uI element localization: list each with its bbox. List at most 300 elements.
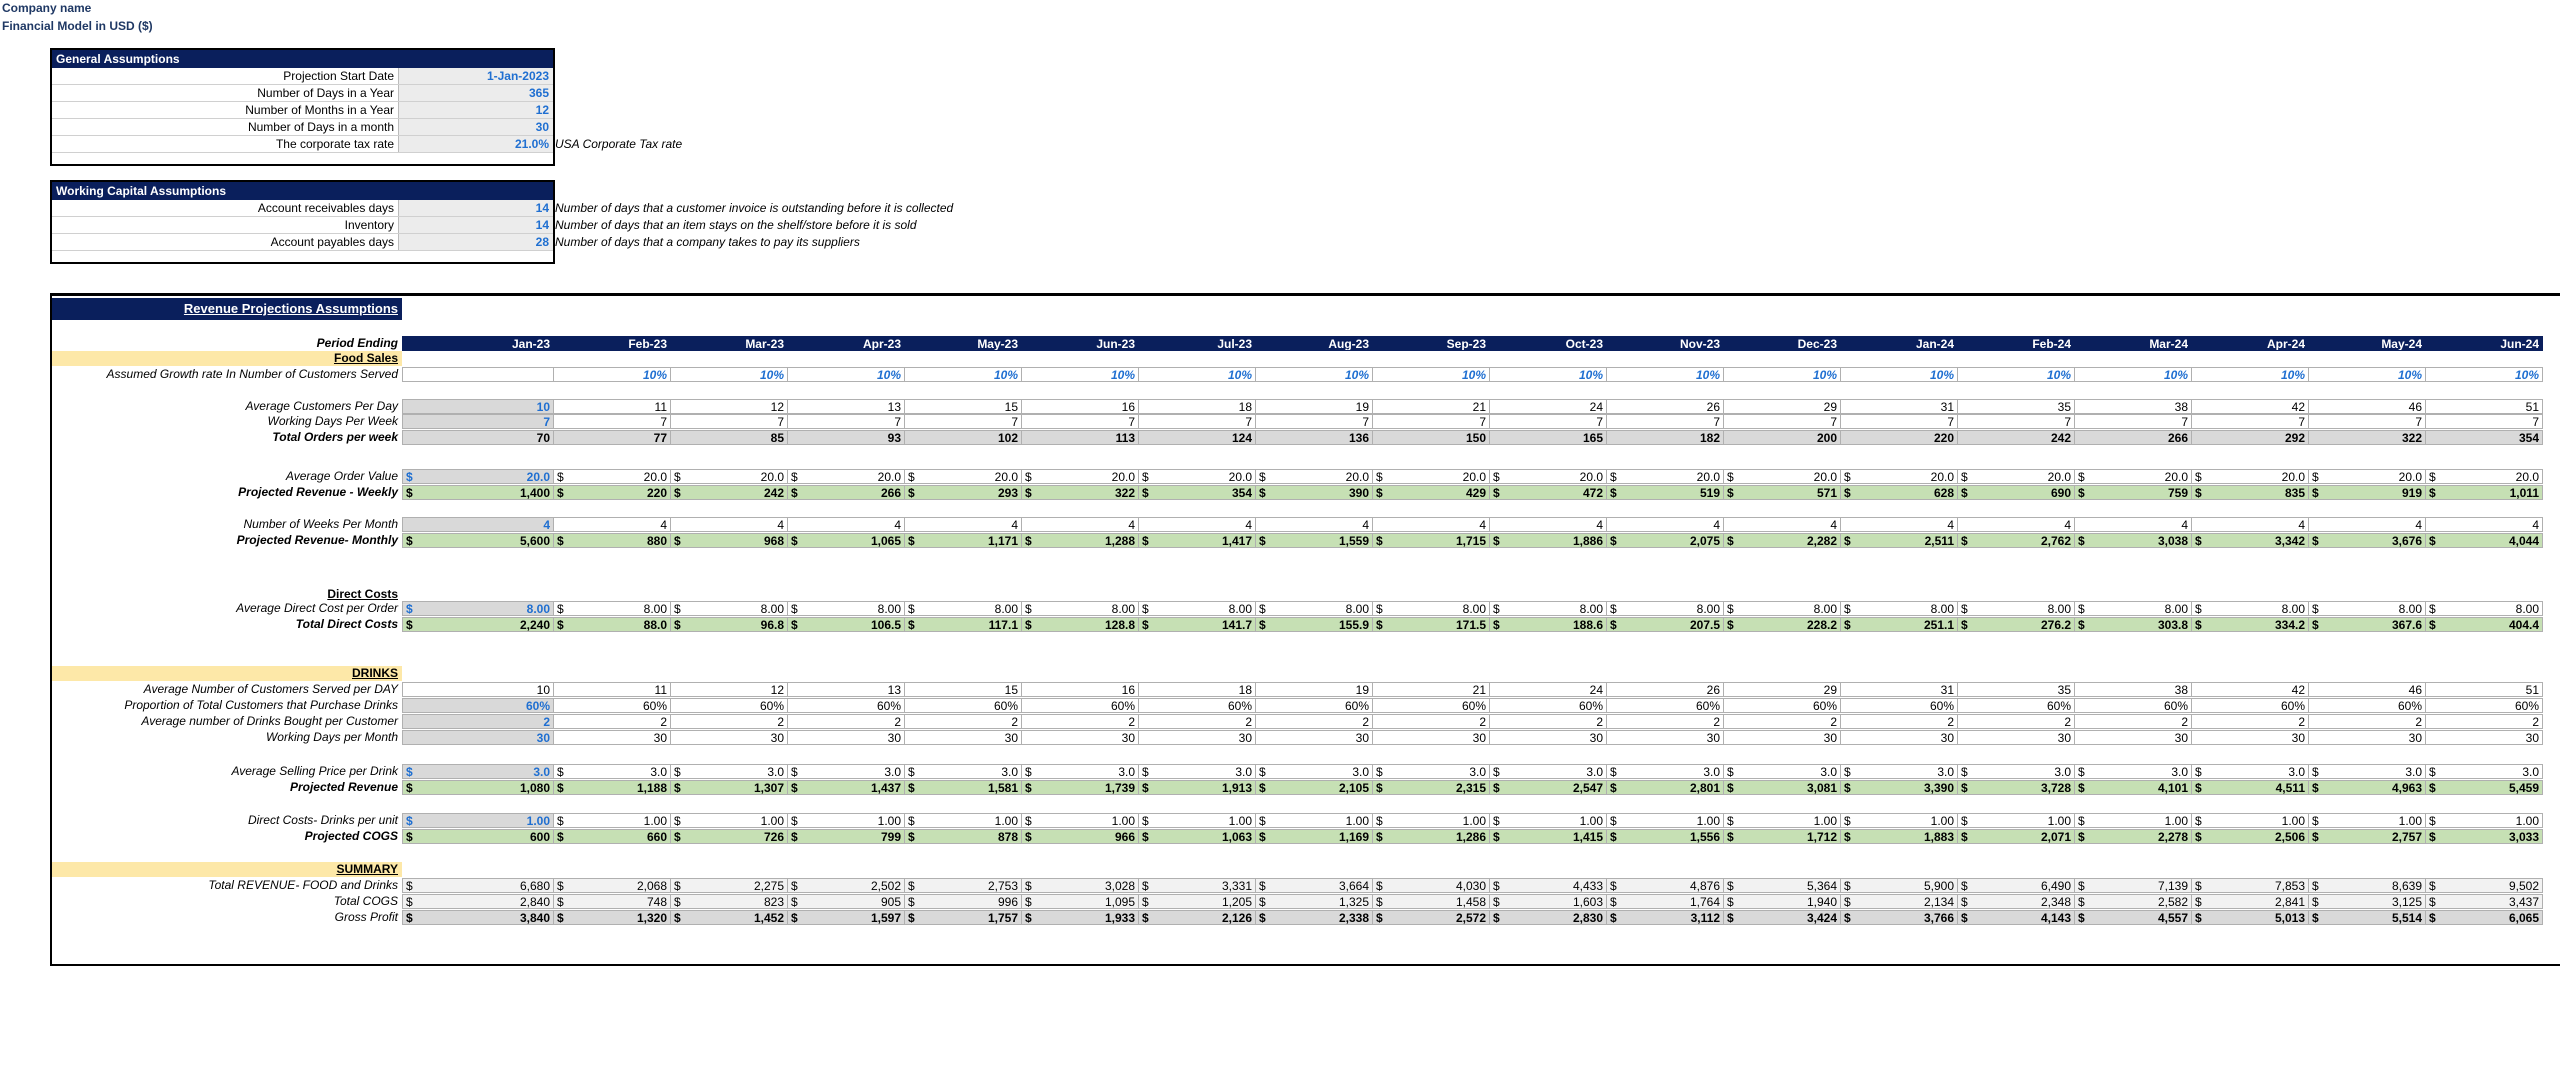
cell[interactable]	[2309, 829, 2426, 844]
cell[interactable]	[788, 533, 905, 548]
cell[interactable]	[671, 601, 788, 616]
cell[interactable]	[1607, 730, 1724, 745]
cell[interactable]	[2075, 414, 2192, 429]
cell[interactable]	[1841, 430, 1958, 445]
assumption-value-input[interactable]: 30	[398, 119, 553, 135]
cell[interactable]	[2309, 469, 2426, 484]
cell[interactable]	[2075, 698, 2192, 713]
cell[interactable]	[1841, 469, 1958, 484]
cell[interactable]	[1022, 813, 1139, 828]
cell[interactable]	[402, 617, 554, 632]
cell[interactable]	[402, 430, 554, 445]
cell[interactable]	[1490, 601, 1607, 616]
cell[interactable]	[1490, 894, 1607, 909]
cell[interactable]	[1256, 682, 1373, 697]
cell[interactable]	[554, 682, 671, 697]
cell[interactable]	[1490, 485, 1607, 500]
cell[interactable]	[671, 714, 788, 729]
cell[interactable]	[2309, 517, 2426, 532]
cell[interactable]	[1958, 430, 2075, 445]
cell[interactable]	[554, 399, 671, 414]
cell[interactable]	[1139, 878, 1256, 893]
cell[interactable]	[554, 714, 671, 729]
cell[interactable]	[788, 894, 905, 909]
cell[interactable]	[1841, 698, 1958, 713]
cell[interactable]	[1490, 878, 1607, 893]
cell[interactable]	[1022, 780, 1139, 795]
cell[interactable]	[554, 730, 671, 745]
assumption-value-input[interactable]: 365	[398, 85, 553, 101]
cell[interactable]	[402, 399, 554, 414]
cell[interactable]	[905, 714, 1022, 729]
cell[interactable]	[1724, 829, 1841, 844]
cell[interactable]	[2426, 764, 2543, 779]
cell[interactable]	[1022, 730, 1139, 745]
cell[interactable]	[402, 764, 554, 779]
cell[interactable]	[402, 878, 554, 893]
cell[interactable]	[2192, 813, 2309, 828]
cell[interactable]	[1607, 698, 1724, 713]
cell[interactable]	[671, 617, 788, 632]
cell[interactable]	[2075, 485, 2192, 500]
cell[interactable]	[1256, 485, 1373, 500]
cell[interactable]	[1139, 367, 1256, 382]
cell[interactable]	[2426, 829, 2543, 844]
cell[interactable]	[1724, 730, 1841, 745]
cell[interactable]	[2192, 517, 2309, 532]
cell[interactable]	[554, 698, 671, 713]
cell[interactable]	[1373, 829, 1490, 844]
cell[interactable]	[1139, 698, 1256, 713]
cell[interactable]	[905, 367, 1022, 382]
cell[interactable]	[2075, 601, 2192, 616]
cell[interactable]	[2309, 682, 2426, 697]
cell[interactable]	[2192, 682, 2309, 697]
cell[interactable]	[1841, 764, 1958, 779]
cell[interactable]	[1607, 617, 1724, 632]
cell[interactable]	[1256, 399, 1373, 414]
cell[interactable]	[1373, 813, 1490, 828]
cell[interactable]	[1022, 617, 1139, 632]
cell[interactable]	[1373, 682, 1490, 697]
cell[interactable]	[671, 894, 788, 909]
cell[interactable]	[2075, 617, 2192, 632]
cell[interactable]	[1022, 829, 1139, 844]
cell[interactable]	[554, 601, 671, 616]
cell[interactable]	[1958, 894, 2075, 909]
cell[interactable]	[1724, 485, 1841, 500]
cell[interactable]	[1958, 517, 2075, 532]
cell[interactable]	[1724, 533, 1841, 548]
cell[interactable]	[1724, 517, 1841, 532]
cell[interactable]	[1256, 780, 1373, 795]
cell[interactable]	[2192, 910, 2309, 925]
cell[interactable]	[402, 698, 554, 713]
cell[interactable]	[788, 714, 905, 729]
cell[interactable]	[671, 414, 788, 429]
cell[interactable]	[1022, 399, 1139, 414]
cell[interactable]	[788, 829, 905, 844]
cell[interactable]	[402, 682, 554, 697]
cell[interactable]	[1841, 517, 1958, 532]
cell[interactable]	[905, 682, 1022, 697]
cell[interactable]	[788, 367, 905, 382]
cell[interactable]	[1256, 533, 1373, 548]
cell[interactable]	[1607, 764, 1724, 779]
cell[interactable]	[788, 430, 905, 445]
cell[interactable]	[1256, 714, 1373, 729]
cell[interactable]	[1958, 367, 2075, 382]
cell[interactable]	[402, 894, 554, 909]
cell[interactable]	[1958, 682, 2075, 697]
cell[interactable]	[554, 813, 671, 828]
cell[interactable]	[1139, 485, 1256, 500]
cell[interactable]	[2426, 430, 2543, 445]
cell[interactable]	[1607, 601, 1724, 616]
cell[interactable]	[2075, 764, 2192, 779]
cell[interactable]	[1607, 894, 1724, 909]
cell[interactable]	[1724, 399, 1841, 414]
cell[interactable]	[1139, 714, 1256, 729]
assumption-value-input[interactable]: 1-Jan-2023	[398, 68, 553, 84]
cell[interactable]	[1841, 682, 1958, 697]
cell[interactable]	[1607, 469, 1724, 484]
cell[interactable]	[1022, 910, 1139, 925]
cell[interactable]	[1373, 730, 1490, 745]
cell[interactable]	[1607, 682, 1724, 697]
cell[interactable]	[1373, 469, 1490, 484]
cell[interactable]	[2192, 714, 2309, 729]
cell[interactable]	[554, 430, 671, 445]
cell[interactable]	[2426, 601, 2543, 616]
cell[interactable]	[1841, 601, 1958, 616]
cell[interactable]	[1256, 813, 1373, 828]
cell[interactable]	[1841, 485, 1958, 500]
cell[interactable]	[1841, 894, 1958, 909]
cell[interactable]	[671, 399, 788, 414]
cell[interactable]	[1256, 617, 1373, 632]
cell[interactable]	[2426, 533, 2543, 548]
cell[interactable]	[671, 430, 788, 445]
cell[interactable]	[671, 878, 788, 893]
cell[interactable]	[554, 414, 671, 429]
cell[interactable]	[1139, 430, 1256, 445]
cell[interactable]	[1490, 414, 1607, 429]
cell[interactable]	[671, 813, 788, 828]
cell[interactable]	[1724, 469, 1841, 484]
cell[interactable]	[554, 894, 671, 909]
cell[interactable]	[1373, 894, 1490, 909]
cell[interactable]	[402, 813, 554, 828]
cell[interactable]	[905, 533, 1022, 548]
cell[interactable]	[1958, 910, 2075, 925]
cell[interactable]	[1373, 367, 1490, 382]
cell[interactable]	[1958, 698, 2075, 713]
cell[interactable]	[1256, 894, 1373, 909]
cell[interactable]	[788, 813, 905, 828]
assumption-value-input[interactable]: 21.0%	[398, 136, 553, 152]
cell[interactable]	[1373, 517, 1490, 532]
cell[interactable]	[2075, 469, 2192, 484]
cell[interactable]	[1139, 601, 1256, 616]
cell[interactable]	[554, 878, 671, 893]
cell[interactable]	[1022, 469, 1139, 484]
cell[interactable]	[1490, 399, 1607, 414]
cell[interactable]	[2192, 485, 2309, 500]
cell[interactable]	[1373, 601, 1490, 616]
cell[interactable]	[1841, 714, 1958, 729]
cell[interactable]	[1958, 414, 2075, 429]
cell[interactable]	[2192, 469, 2309, 484]
cell[interactable]	[2192, 894, 2309, 909]
cell[interactable]	[1139, 764, 1256, 779]
cell[interactable]	[788, 414, 905, 429]
cell[interactable]	[2075, 780, 2192, 795]
cell[interactable]	[2075, 813, 2192, 828]
cell[interactable]	[1958, 813, 2075, 828]
cell[interactable]	[1490, 730, 1607, 745]
cell[interactable]	[1139, 910, 1256, 925]
cell[interactable]	[1490, 617, 1607, 632]
assumption-value-input[interactable]: 14	[398, 217, 553, 233]
cell[interactable]	[2192, 698, 2309, 713]
cell[interactable]	[788, 780, 905, 795]
cell[interactable]	[2192, 367, 2309, 382]
cell[interactable]	[1490, 813, 1607, 828]
cell[interactable]	[1256, 764, 1373, 779]
cell[interactable]	[554, 469, 671, 484]
cell[interactable]	[2192, 617, 2309, 632]
cell[interactable]	[1139, 813, 1256, 828]
cell[interactable]	[788, 730, 905, 745]
cell[interactable]	[788, 682, 905, 697]
cell[interactable]	[2426, 780, 2543, 795]
cell[interactable]	[671, 910, 788, 925]
cell[interactable]	[1490, 829, 1607, 844]
cell[interactable]	[2426, 485, 2543, 500]
cell[interactable]	[1958, 780, 2075, 795]
cell[interactable]	[2426, 517, 2543, 532]
cell[interactable]	[1724, 878, 1841, 893]
assumption-value-input[interactable]: 14	[398, 200, 553, 216]
cell[interactable]	[2309, 617, 2426, 632]
cell[interactable]	[1373, 617, 1490, 632]
cell[interactable]	[1256, 414, 1373, 429]
cell[interactable]	[1841, 533, 1958, 548]
cell[interactable]	[1958, 469, 2075, 484]
cell[interactable]	[671, 485, 788, 500]
cell[interactable]	[1139, 780, 1256, 795]
cell[interactable]	[1373, 399, 1490, 414]
cell[interactable]	[1139, 399, 1256, 414]
cell[interactable]	[788, 764, 905, 779]
cell[interactable]	[1724, 910, 1841, 925]
cell[interactable]	[2309, 430, 2426, 445]
cell[interactable]	[1373, 414, 1490, 429]
cell[interactable]	[402, 367, 554, 382]
cell[interactable]	[2192, 399, 2309, 414]
cell[interactable]	[2075, 894, 2192, 909]
cell[interactable]	[402, 714, 554, 729]
cell[interactable]	[2075, 730, 2192, 745]
cell[interactable]	[2075, 367, 2192, 382]
cell[interactable]	[1139, 469, 1256, 484]
cell[interactable]	[1607, 910, 1724, 925]
cell[interactable]	[1958, 485, 2075, 500]
cell[interactable]	[671, 780, 788, 795]
cell[interactable]	[1373, 533, 1490, 548]
cell[interactable]	[1022, 533, 1139, 548]
cell[interactable]	[1958, 617, 2075, 632]
cell[interactable]	[905, 910, 1022, 925]
cell[interactable]	[905, 601, 1022, 616]
cell[interactable]	[402, 533, 554, 548]
cell[interactable]	[2192, 533, 2309, 548]
cell[interactable]	[1841, 878, 1958, 893]
cell[interactable]	[554, 517, 671, 532]
cell[interactable]	[1373, 698, 1490, 713]
cell[interactable]	[2309, 533, 2426, 548]
cell[interactable]	[788, 399, 905, 414]
cell[interactable]	[1490, 910, 1607, 925]
cell[interactable]	[2426, 714, 2543, 729]
cell[interactable]	[2075, 714, 2192, 729]
cell[interactable]	[2309, 730, 2426, 745]
cell[interactable]	[2426, 730, 2543, 745]
cell[interactable]	[2309, 698, 2426, 713]
cell[interactable]	[671, 682, 788, 697]
cell[interactable]	[2075, 910, 2192, 925]
cell[interactable]	[1490, 714, 1607, 729]
cell[interactable]	[1841, 813, 1958, 828]
cell[interactable]	[1724, 601, 1841, 616]
cell[interactable]	[1256, 878, 1373, 893]
cell[interactable]	[905, 517, 1022, 532]
cell[interactable]	[1022, 414, 1139, 429]
cell[interactable]	[2192, 430, 2309, 445]
cell[interactable]	[1139, 829, 1256, 844]
cell[interactable]	[788, 698, 905, 713]
cell[interactable]	[1841, 367, 1958, 382]
cell[interactable]	[2192, 601, 2309, 616]
assumption-value-input[interactable]: 12	[398, 102, 553, 118]
cell[interactable]	[1256, 367, 1373, 382]
cell[interactable]	[2192, 780, 2309, 795]
cell[interactable]	[1958, 533, 2075, 548]
cell[interactable]	[1958, 764, 2075, 779]
cell[interactable]	[1724, 780, 1841, 795]
cell[interactable]	[905, 698, 1022, 713]
cell[interactable]	[1607, 878, 1724, 893]
cell[interactable]	[2192, 829, 2309, 844]
cell[interactable]	[1490, 533, 1607, 548]
cell[interactable]	[1724, 617, 1841, 632]
cell[interactable]	[554, 485, 671, 500]
cell[interactable]	[2426, 682, 2543, 697]
cell[interactable]	[1373, 764, 1490, 779]
cell[interactable]	[1724, 894, 1841, 909]
cell[interactable]	[1607, 414, 1724, 429]
cell[interactable]	[1724, 813, 1841, 828]
cell[interactable]	[2075, 878, 2192, 893]
cell[interactable]	[671, 829, 788, 844]
cell[interactable]	[554, 367, 671, 382]
cell[interactable]	[1958, 730, 2075, 745]
cell[interactable]	[1958, 601, 2075, 616]
cell[interactable]	[2075, 533, 2192, 548]
cell[interactable]	[1022, 517, 1139, 532]
cell[interactable]	[2426, 878, 2543, 893]
cell[interactable]	[1958, 829, 2075, 844]
cell[interactable]	[1373, 910, 1490, 925]
cell[interactable]	[2075, 829, 2192, 844]
cell[interactable]	[2309, 485, 2426, 500]
cell[interactable]	[1490, 764, 1607, 779]
cell[interactable]	[1139, 682, 1256, 697]
cell[interactable]	[788, 617, 905, 632]
cell[interactable]	[2309, 714, 2426, 729]
cell[interactable]	[2192, 414, 2309, 429]
cell[interactable]	[905, 399, 1022, 414]
cell[interactable]	[2075, 517, 2192, 532]
cell[interactable]	[1490, 367, 1607, 382]
cell[interactable]	[1256, 517, 1373, 532]
cell[interactable]	[554, 829, 671, 844]
cell[interactable]	[2426, 698, 2543, 713]
cell[interactable]	[1256, 430, 1373, 445]
cell[interactable]	[905, 430, 1022, 445]
cell[interactable]	[1841, 829, 1958, 844]
cell[interactable]	[1958, 399, 2075, 414]
cell[interactable]	[905, 829, 1022, 844]
cell[interactable]	[2075, 430, 2192, 445]
cell[interactable]	[671, 469, 788, 484]
cell[interactable]	[402, 910, 554, 925]
cell[interactable]	[1022, 878, 1139, 893]
cell[interactable]	[1607, 430, 1724, 445]
cell[interactable]	[905, 780, 1022, 795]
cell[interactable]	[402, 829, 554, 844]
cell[interactable]	[402, 517, 554, 532]
cell[interactable]	[402, 601, 554, 616]
cell[interactable]	[1022, 485, 1139, 500]
cell[interactable]	[1607, 533, 1724, 548]
cell[interactable]	[671, 533, 788, 548]
cell[interactable]	[671, 517, 788, 532]
cell[interactable]	[905, 485, 1022, 500]
cell[interactable]	[1958, 714, 2075, 729]
cell[interactable]	[2309, 414, 2426, 429]
cell[interactable]	[905, 813, 1022, 828]
cell[interactable]	[2309, 878, 2426, 893]
cell[interactable]	[2426, 813, 2543, 828]
cell[interactable]	[905, 764, 1022, 779]
cell[interactable]	[1022, 601, 1139, 616]
cell[interactable]	[554, 617, 671, 632]
cell[interactable]	[905, 730, 1022, 745]
cell[interactable]	[2426, 910, 2543, 925]
cell[interactable]	[2309, 367, 2426, 382]
cell[interactable]	[2192, 764, 2309, 779]
cell[interactable]	[1139, 533, 1256, 548]
cell[interactable]	[2309, 764, 2426, 779]
cell[interactable]	[1139, 517, 1256, 532]
cell[interactable]	[2309, 813, 2426, 828]
cell[interactable]	[1256, 910, 1373, 925]
cell[interactable]	[905, 414, 1022, 429]
cell[interactable]	[1607, 367, 1724, 382]
cell[interactable]	[788, 910, 905, 925]
